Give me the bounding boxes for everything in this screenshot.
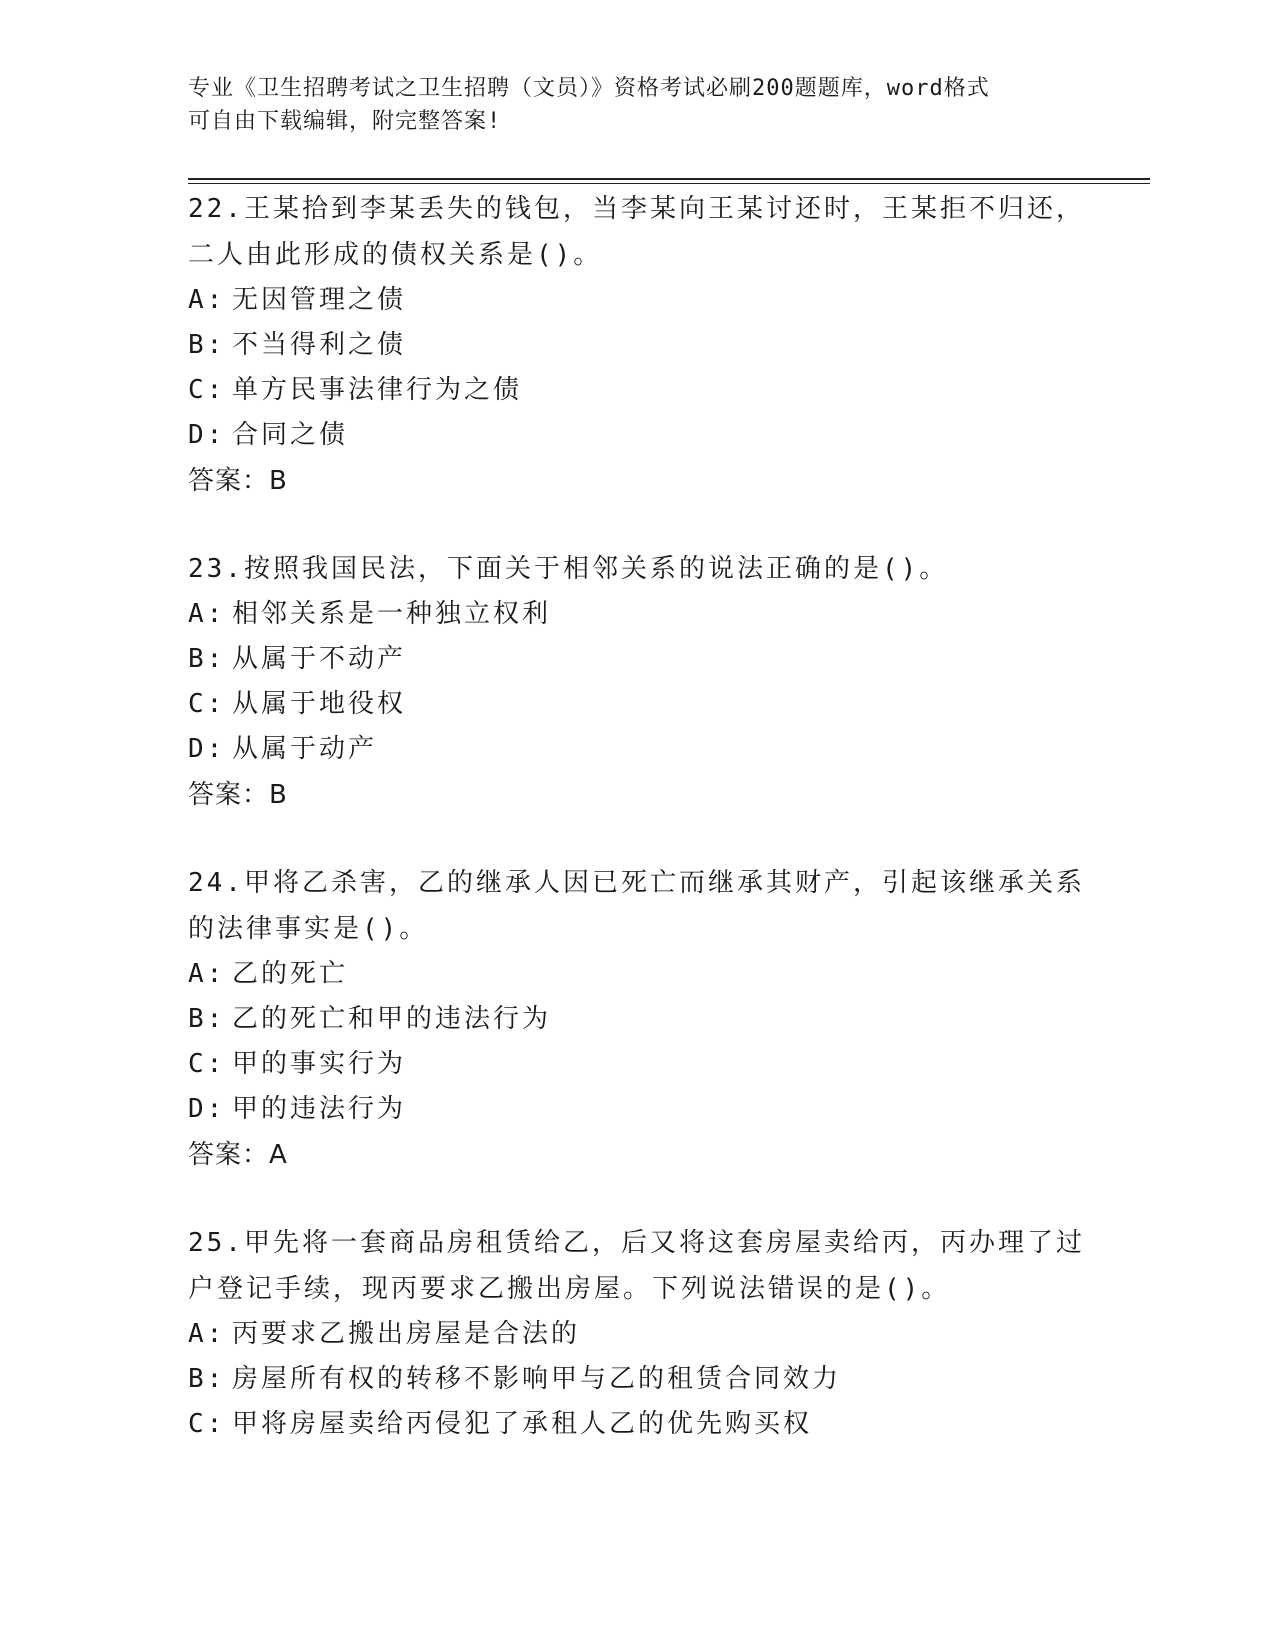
question-23 [188,546,1088,818]
question-stem [188,186,1088,278]
question-stem [188,546,1088,592]
question-22 [188,186,1088,504]
question-stem-line: 的法律事实是()。 [188,914,429,944]
option-letter: C: [188,1049,226,1079]
option-letter: B: [188,644,226,674]
option-c [188,1402,1088,1447]
option-letter: B: [188,1364,226,1394]
option-b [188,1357,1088,1402]
option-a [188,278,1088,323]
option-letter: A: [188,1319,226,1349]
answer-line: 答案：B [188,780,288,810]
question-stem-line: 22.王某拾到李某丢失的钱包，当李某向王某讨还时，王某拒不归还， [188,194,1085,224]
option-letter: B: [188,1004,226,1034]
option-b [188,997,1088,1042]
option-text: 丙要求乙搬出房屋是合法的 [232,1319,581,1349]
answer-line: 答案：B [188,466,288,496]
question-24 [188,860,1088,1178]
option-a [188,952,1088,997]
header-divider-thin [188,183,1150,184]
option-c [188,1042,1088,1087]
option-letter: A: [188,285,226,315]
option-text: 乙的死亡 [232,959,349,989]
option-b [188,323,1088,368]
option-c [188,368,1088,413]
option-text: 合同之债 [232,420,349,450]
header-line-1: 专业《卫生招聘考试之卫生招聘（文员）》资格考试必刷200题题库，word格式 [188,76,990,101]
question-stem-line: 24.甲将乙杀害，乙的继承人因已死亡而继承其财产，引起该继承关系 [188,868,1085,898]
answer-line: 答案：A [188,1140,288,1170]
option-text: 甲将房屋卖给丙侵犯了承租人乙的优先购买权 [232,1409,813,1439]
question-stem-line: 23.按照我国民法，下面关于相邻关系的说法正确的是()。 [188,554,949,584]
option-letter: D: [188,1094,226,1124]
option-text: 甲的违法行为 [232,1094,407,1124]
option-d [188,413,1088,458]
question-25 [188,1220,1088,1447]
option-a [188,1312,1088,1357]
option-text: 单方民事法律行为之债 [232,375,523,405]
option-letter: B: [188,330,226,360]
option-letter: C: [188,1409,226,1439]
header-divider-thick [188,178,1150,180]
option-text: 甲的事实行为 [232,1049,407,1079]
option-a [188,592,1088,637]
question-stem [188,1220,1088,1312]
option-letter: A: [188,599,226,629]
option-d [188,727,1088,772]
question-stem-line: 25.甲先将一套商品房租赁给乙，后又将这套房屋卖给丙，丙办理了过 [188,1228,1085,1258]
question-stem-line: 二人由此形成的债权关系是()。 [188,240,603,270]
option-c [188,682,1088,727]
option-text: 房屋所有权的转移不影响甲与乙的租赁合同效力 [232,1364,842,1394]
question-list [188,186,1088,1489]
option-text: 乙的死亡和甲的违法行为 [232,1004,552,1034]
option-text: 从属于动产 [232,734,378,764]
option-letter: C: [188,375,226,405]
option-text: 相邻关系是一种独立权利 [232,599,552,629]
option-letter: A: [188,959,226,989]
option-text: 从属于地役权 [232,689,407,719]
option-letter: D: [188,734,226,764]
option-text: 无因管理之债 [232,285,407,315]
option-text: 不当得利之债 [232,330,407,360]
header-line-2: 可自由下载编辑，附完整答案! [188,109,502,134]
question-stem [188,860,1088,952]
document-header [188,72,1088,138]
option-letter: D: [188,420,226,450]
option-b [188,637,1088,682]
question-stem-line: 户登记手续，现丙要求乙搬出房屋。下列说法错误的是()。 [188,1274,951,1304]
option-d [188,1087,1088,1132]
option-text: 从属于不动产 [232,644,407,674]
option-letter: C: [188,689,226,719]
